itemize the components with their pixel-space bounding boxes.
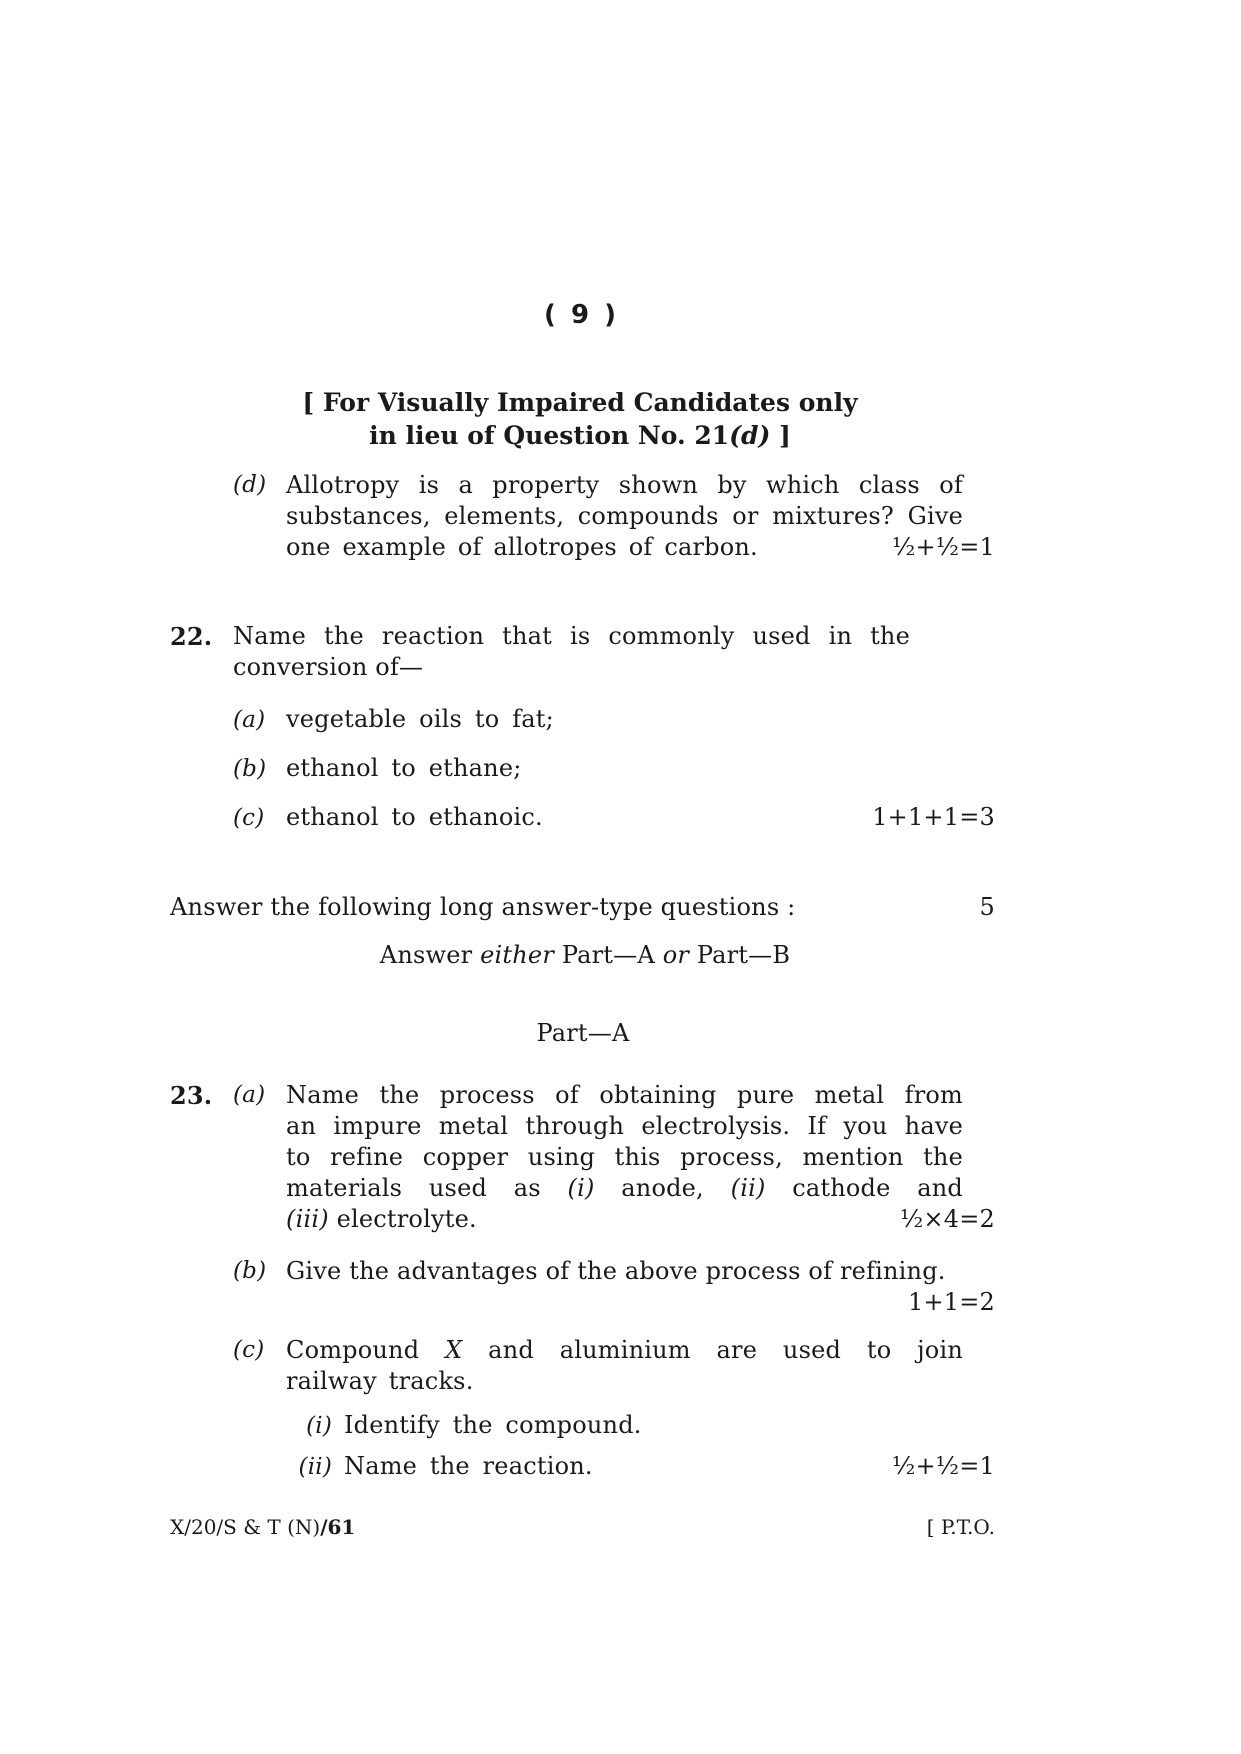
vi-question-line3: one example of allotropes of carbon. — [286, 533, 758, 561]
footer-pto: [ P.T.O. — [926, 1515, 995, 1539]
page-number: ( 9 ) — [544, 300, 616, 330]
vi-question-line2: substances, elements, compounds or mixtures? Give — [286, 502, 963, 530]
q22-part-b-label: (b) — [233, 756, 267, 782]
q23c-sub-ii-label: (ii) — [298, 1454, 332, 1480]
q23c-label: (c) — [233, 1337, 265, 1363]
q23a-line3: to refine copper using this process, mention the — [286, 1143, 963, 1171]
q22-part-c — [233, 802, 995, 834]
q23c-sub-ii-text: Name the reaction. — [344, 1452, 593, 1480]
vi-header-line2: in lieu of Question No. 21(d) ] — [369, 421, 791, 450]
instructions-text: Answer the following long answer-type questions : — [170, 893, 796, 921]
q22-part-b-text: ethanol to ethane; — [286, 754, 522, 782]
q23a-label: (a) — [233, 1082, 266, 1108]
q22-line1: Name the reaction that is commonly used in the — [233, 622, 910, 650]
q23c-sub-i-label: (i) — [306, 1413, 332, 1439]
vi-question-marks: ½+½=1 — [891, 533, 995, 561]
q23a-line2: an impure metal through electrolysis. If you have — [286, 1112, 963, 1140]
q22-part-c-label: (c) — [233, 805, 265, 831]
part-a-heading: Part—A — [536, 1019, 630, 1047]
q23a-line1: Name the process of obtaining pure metal from — [286, 1081, 963, 1109]
question-23 — [170, 1080, 995, 1235]
vi-header — [0, 386, 1160, 452]
q23a-line4: materials used as (i) anode, (ii) cathode and — [286, 1174, 963, 1202]
q23c-marks: ½+½=1 — [891, 1452, 995, 1480]
q22-number: 22. — [170, 622, 213, 651]
footer-code: X/20/S & T (N)/61 — [170, 1515, 356, 1539]
q23c-line2: railway tracks. — [286, 1367, 474, 1395]
q22-part-a — [233, 704, 554, 736]
q23b-marks: 1+1=2 — [907, 1288, 995, 1316]
q22-part-a-label: (a) — [233, 707, 266, 733]
q22-marks: 1+1+1=3 — [872, 803, 995, 831]
q22-line2: conversion of— — [233, 653, 424, 681]
q23b — [233, 1256, 995, 1316]
either-or-line: Answer either Part—A or Part—B — [379, 941, 791, 969]
vi-question — [233, 470, 995, 563]
q23b-label: (b) — [233, 1258, 267, 1284]
vi-header-line1: [ For Visually Impaired Candidates only — [302, 388, 858, 417]
q23-number: 23. — [170, 1081, 213, 1110]
q23c-sub-i-text: Identify the compound. — [344, 1411, 642, 1439]
q22-part-c-text: ethanol to ethanoic. — [286, 803, 543, 831]
q22-part-b — [233, 753, 522, 785]
q23a-line5: (iii) electrolyte. — [286, 1205, 477, 1233]
q23c-sub-ii — [300, 1451, 995, 1483]
vi-question-line1: Allotropy is a property shown by which class of — [286, 471, 963, 499]
instructions-marks: 5 — [979, 893, 995, 921]
question-22 — [170, 621, 995, 683]
q23c — [233, 1335, 995, 1397]
q23a-marks: ½×4=2 — [899, 1205, 995, 1233]
q22-part-a-text: vegetable oils to fat; — [286, 705, 554, 733]
q23b-text: Give the advantages of the above process of refining. — [286, 1257, 946, 1285]
instructions-line — [170, 892, 995, 923]
q23c-line1: Compound X and aluminium are used to join — [286, 1336, 963, 1364]
q23c-sub-i — [300, 1410, 995, 1442]
vi-question-label: (d) — [233, 472, 267, 498]
